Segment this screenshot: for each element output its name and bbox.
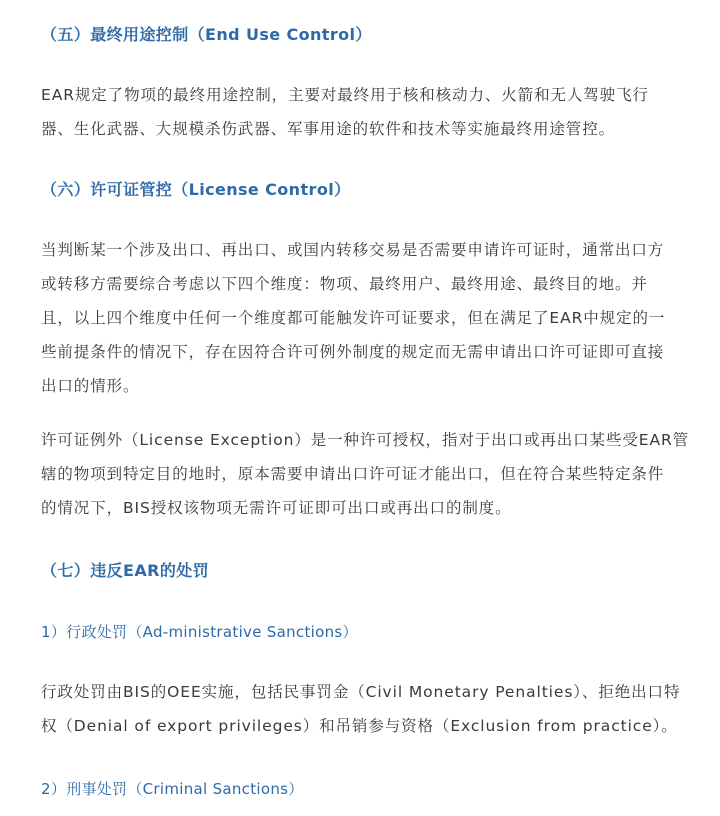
text-line: 器、生化武器、大规模杀伤武器、军事用途的软件和技术等实施最终用途管控。	[41, 120, 616, 138]
text-line: 当判断某一个涉及出口、再出口、或国内转移交易是否需要申请许可证时，通常出口方	[41, 241, 665, 259]
text-line: 出口的情形。	[41, 377, 140, 395]
text-line: EAR规定了物项的最终用途控制，主要对最终用于核和核动力、火箭和无人驾驶飞行	[41, 86, 649, 104]
text-line: 权（Denial of export privileges）和吊销参与资格（Exclusion from practice）。	[41, 717, 678, 735]
paragraph-administrative-sanctions	[41, 675, 691, 743]
paragraph-license-exception	[41, 423, 691, 525]
section-heading-end-use-control: （五）最终用途控制（End Use Control）	[41, 25, 372, 44]
text-line: 行政处罚由BIS的OEE实施，包括民事罚金（Civil Monetary Penalties）、拒绝出口特	[41, 683, 681, 701]
subheading-criminal-sanctions: 2）刑事处罚（Criminal Sanctions）	[41, 780, 304, 798]
paragraph-end-use-control	[41, 78, 691, 146]
paragraph-license-control	[41, 233, 691, 403]
text-line: 许可证例外（License Exception）是一种许可授权，指对于出口或再出口某些受EAR管	[41, 431, 690, 449]
subheading-administrative-sanctions: 1）行政处罚（Ad-ministrative Sanctions）	[41, 623, 358, 641]
text-line: 些前提条件的情况下，存在因符合许可例外制度的规定而无需申请出口许可证即可直接	[41, 343, 665, 361]
section-heading-license-control: （六）许可证管控（License Control）	[41, 180, 351, 199]
section-heading-ear-penalties: （七）违反EAR的处罚	[41, 561, 210, 580]
text-line: 或转移方需要综合考虑以下四个维度：物项、最终用户、最终用途、最终目的地。并	[41, 275, 648, 293]
text-line: 的情况下，BIS授权该物项无需许可证即可出口或再出口的制度。	[41, 499, 512, 517]
text-line: 且，以上四个维度中任何一个维度都可能触发许可证要求，但在满足了EAR中规定的一	[41, 309, 666, 327]
text-line: 辖的物项到特定目的地时，原本需要申请出口许可证才能出口，但在符合某些特定条件	[41, 465, 665, 483]
